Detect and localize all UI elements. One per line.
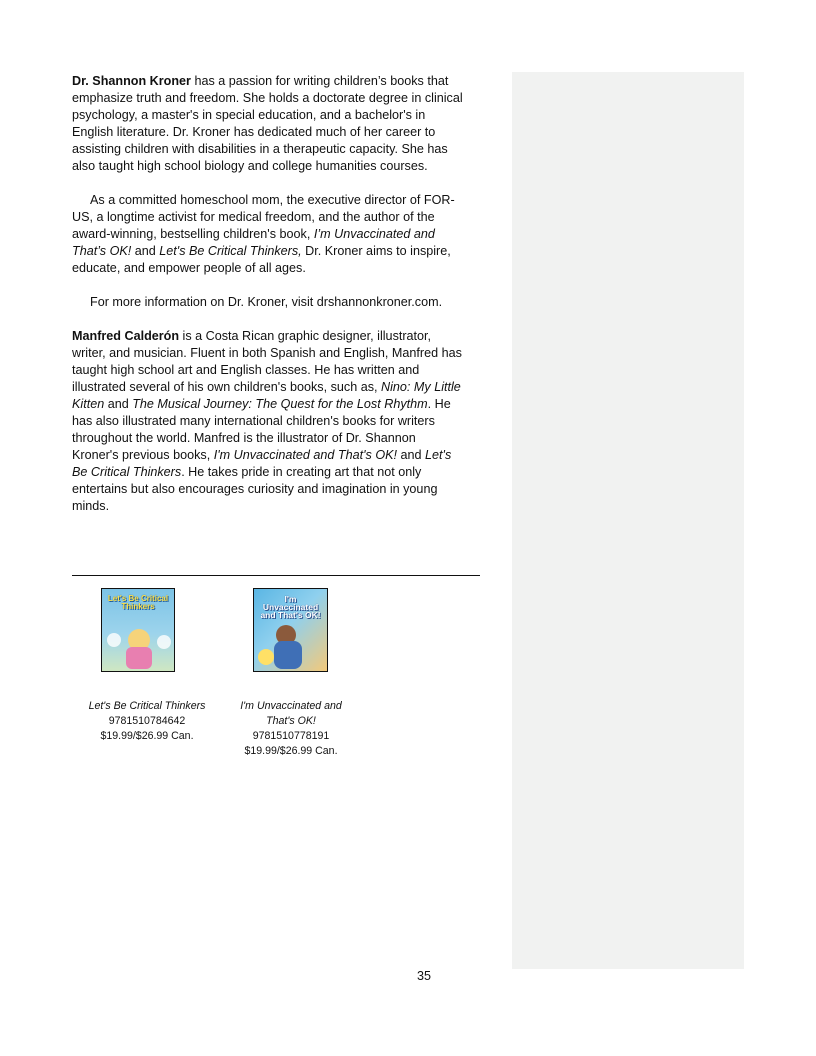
book-title: Let's Be Critical Thinkers: [88, 700, 206, 712]
cover-illustration: [274, 641, 302, 669]
book-title: I'm Unvaccinated and That's OK!: [240, 700, 342, 727]
kroner-bio-paragraph-2: As a committed homeschool mom, the executive director of FOR-US, a longtime activist for medical freedom, and the author of the award-winning, bestselling children's book, I’m Unvaccinated and That’s OK! and Let's Be Critical Thinkers, Dr. Kroner aims to inspire, educate, and empower people of all ages.: [72, 193, 455, 275]
book-isbn: 9781510778191: [252, 730, 330, 742]
book-isbn: 9781510784642: [108, 715, 186, 727]
sidebar-panel: [512, 72, 744, 969]
book-title-italic: I'm Unvaccinated and That's OK!: [213, 448, 398, 462]
kroner-bio-paragraph-3: For more information on Dr. Kroner, visit drshannonkroner.com.: [90, 295, 443, 309]
book-caption-unvaccinated: [230, 699, 352, 759]
book-title-italic: I’m Unvaccinated and That’s OK!: [72, 227, 435, 258]
cover-title: Let's Be Critical Thinkers: [107, 594, 169, 611]
cover-illustration: [107, 633, 121, 647]
book-price: $19.99/$26.99 Can.: [100, 730, 194, 742]
book-title-italic: The Musical Journey: The Quest for the Lost Rhythm: [132, 397, 428, 411]
page-number: 35: [416, 969, 431, 983]
book-caption-critical-thinkers: [87, 699, 207, 744]
book-cover-critical-thinkers: [101, 588, 175, 672]
book-cover-unvaccinated: [253, 588, 328, 672]
author-bios: [72, 73, 464, 532]
cover-illustration: [157, 635, 171, 649]
calderon-bio-paragraph: Manfred Calderón is a Costa Rican graphic designer, illustrator, writer, and musician. Fluent in both Spanish and English, Manfred has taught high school art and English classes. He has written and illustrated several of his own children's books, such as, Nino: My Little Kitten and The Musical Journey: The Quest for the Lost Rhythm. He has also illustrated many international children's books for writers throughout the world. Manfred is the illustrator of Dr. Shannon Kroner's previous books, I'm Unvaccinated and That's OK! and Let's Be Critical Thinkers. He takes pride in creating art that not only entertains but also encourages curiosity and imagination in young minds.: [72, 329, 462, 513]
book-title-italic: Let's Be Critical Thinkers: [72, 448, 452, 479]
kroner-bio-paragraph-1: Dr. Shannon Kroner has a passion for writing children’s books that emphasize truth and freedom. She holds a doctorate degree in clinical psychology, a master's in special education, and a bachelor's in English literature. Dr. Kroner has dedicated much of her career to assisting children with disabilities in a therapeutic capacity. She has also taught high school biology and college humanities courses.: [72, 74, 463, 173]
section-divider: [72, 575, 480, 576]
calderon-name: Manfred Calderón: [72, 329, 180, 343]
book-price: $19.99/$26.99 Can.: [244, 745, 338, 757]
cover-illustration: [258, 649, 274, 665]
cover-title: I'm Unvaccinated and That's OK!: [260, 594, 321, 620]
kroner-name: Dr. Shannon Kroner: [72, 74, 191, 88]
book-title-italic: Nino: My Little Kitten: [72, 380, 461, 411]
book-title-italic: Let's Be Critical Thinkers,: [159, 244, 302, 258]
cover-illustration: [126, 647, 152, 669]
